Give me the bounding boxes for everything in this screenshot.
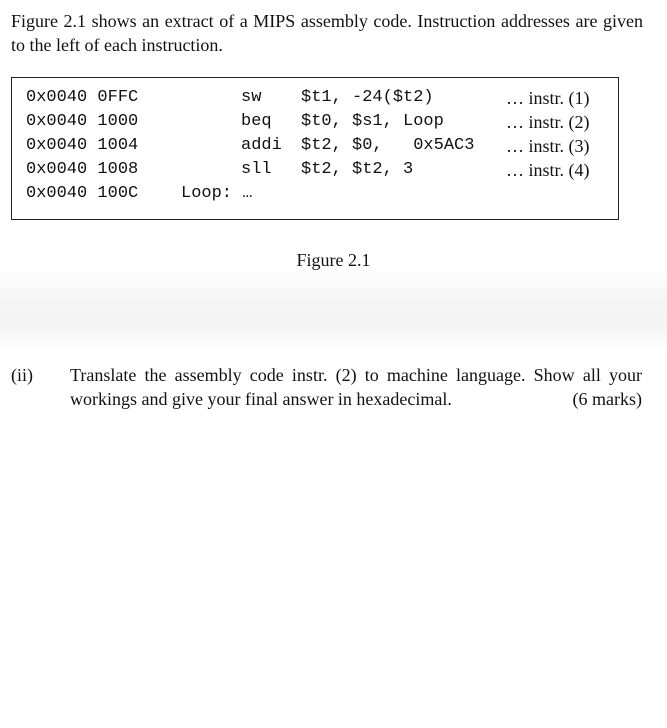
question-number: (ii) [11, 365, 33, 385]
code-row [12, 110, 618, 134]
figure-caption: Figure 2.1 [296, 250, 371, 270]
instruction-note: … instr. (4) [506, 160, 590, 180]
question-marks: (6 marks) [572, 389, 642, 409]
instruction-address: 0x0040 100C [26, 184, 139, 203]
instruction-note: … instr. (3) [506, 136, 590, 156]
code-listing [11, 77, 619, 220]
operands: $t2, $t2, 3 [301, 160, 414, 179]
code-row [12, 182, 618, 206]
code-label: Loop: … [181, 184, 253, 203]
question-body: Translate the assembly code instr. (2) to machine language. Show all your workings and give your final answer in hexadecimal. [70, 365, 642, 409]
instruction-address: 0x0040 0FFC [26, 88, 139, 107]
code-row [12, 158, 618, 182]
opcode: sw [241, 88, 262, 107]
instruction-note: … instr. (1) [506, 88, 590, 108]
page-shading [0, 270, 667, 350]
opcode: sll [241, 160, 272, 179]
operands: $t1, -24($t2) [301, 88, 434, 107]
intro-paragraph: Figure 2.1 shows an extract of a MIPS assembly code. Instruction addresses are given to the left of each instruction. [11, 11, 643, 55]
operands: $t0, $s1, Loop [301, 112, 444, 131]
instruction-note: … instr. (2) [506, 112, 590, 132]
instruction-address: 0x0040 1004 [26, 136, 139, 155]
operands: $t2, $0, 0x5AC3 [301, 136, 475, 155]
code-row [12, 134, 618, 158]
question-text [70, 363, 642, 411]
instruction-address: 0x0040 1008 [26, 160, 139, 179]
instruction-address: 0x0040 1000 [26, 112, 139, 131]
opcode: beq [241, 112, 272, 131]
opcode: addi [241, 136, 282, 155]
code-row [12, 86, 618, 110]
